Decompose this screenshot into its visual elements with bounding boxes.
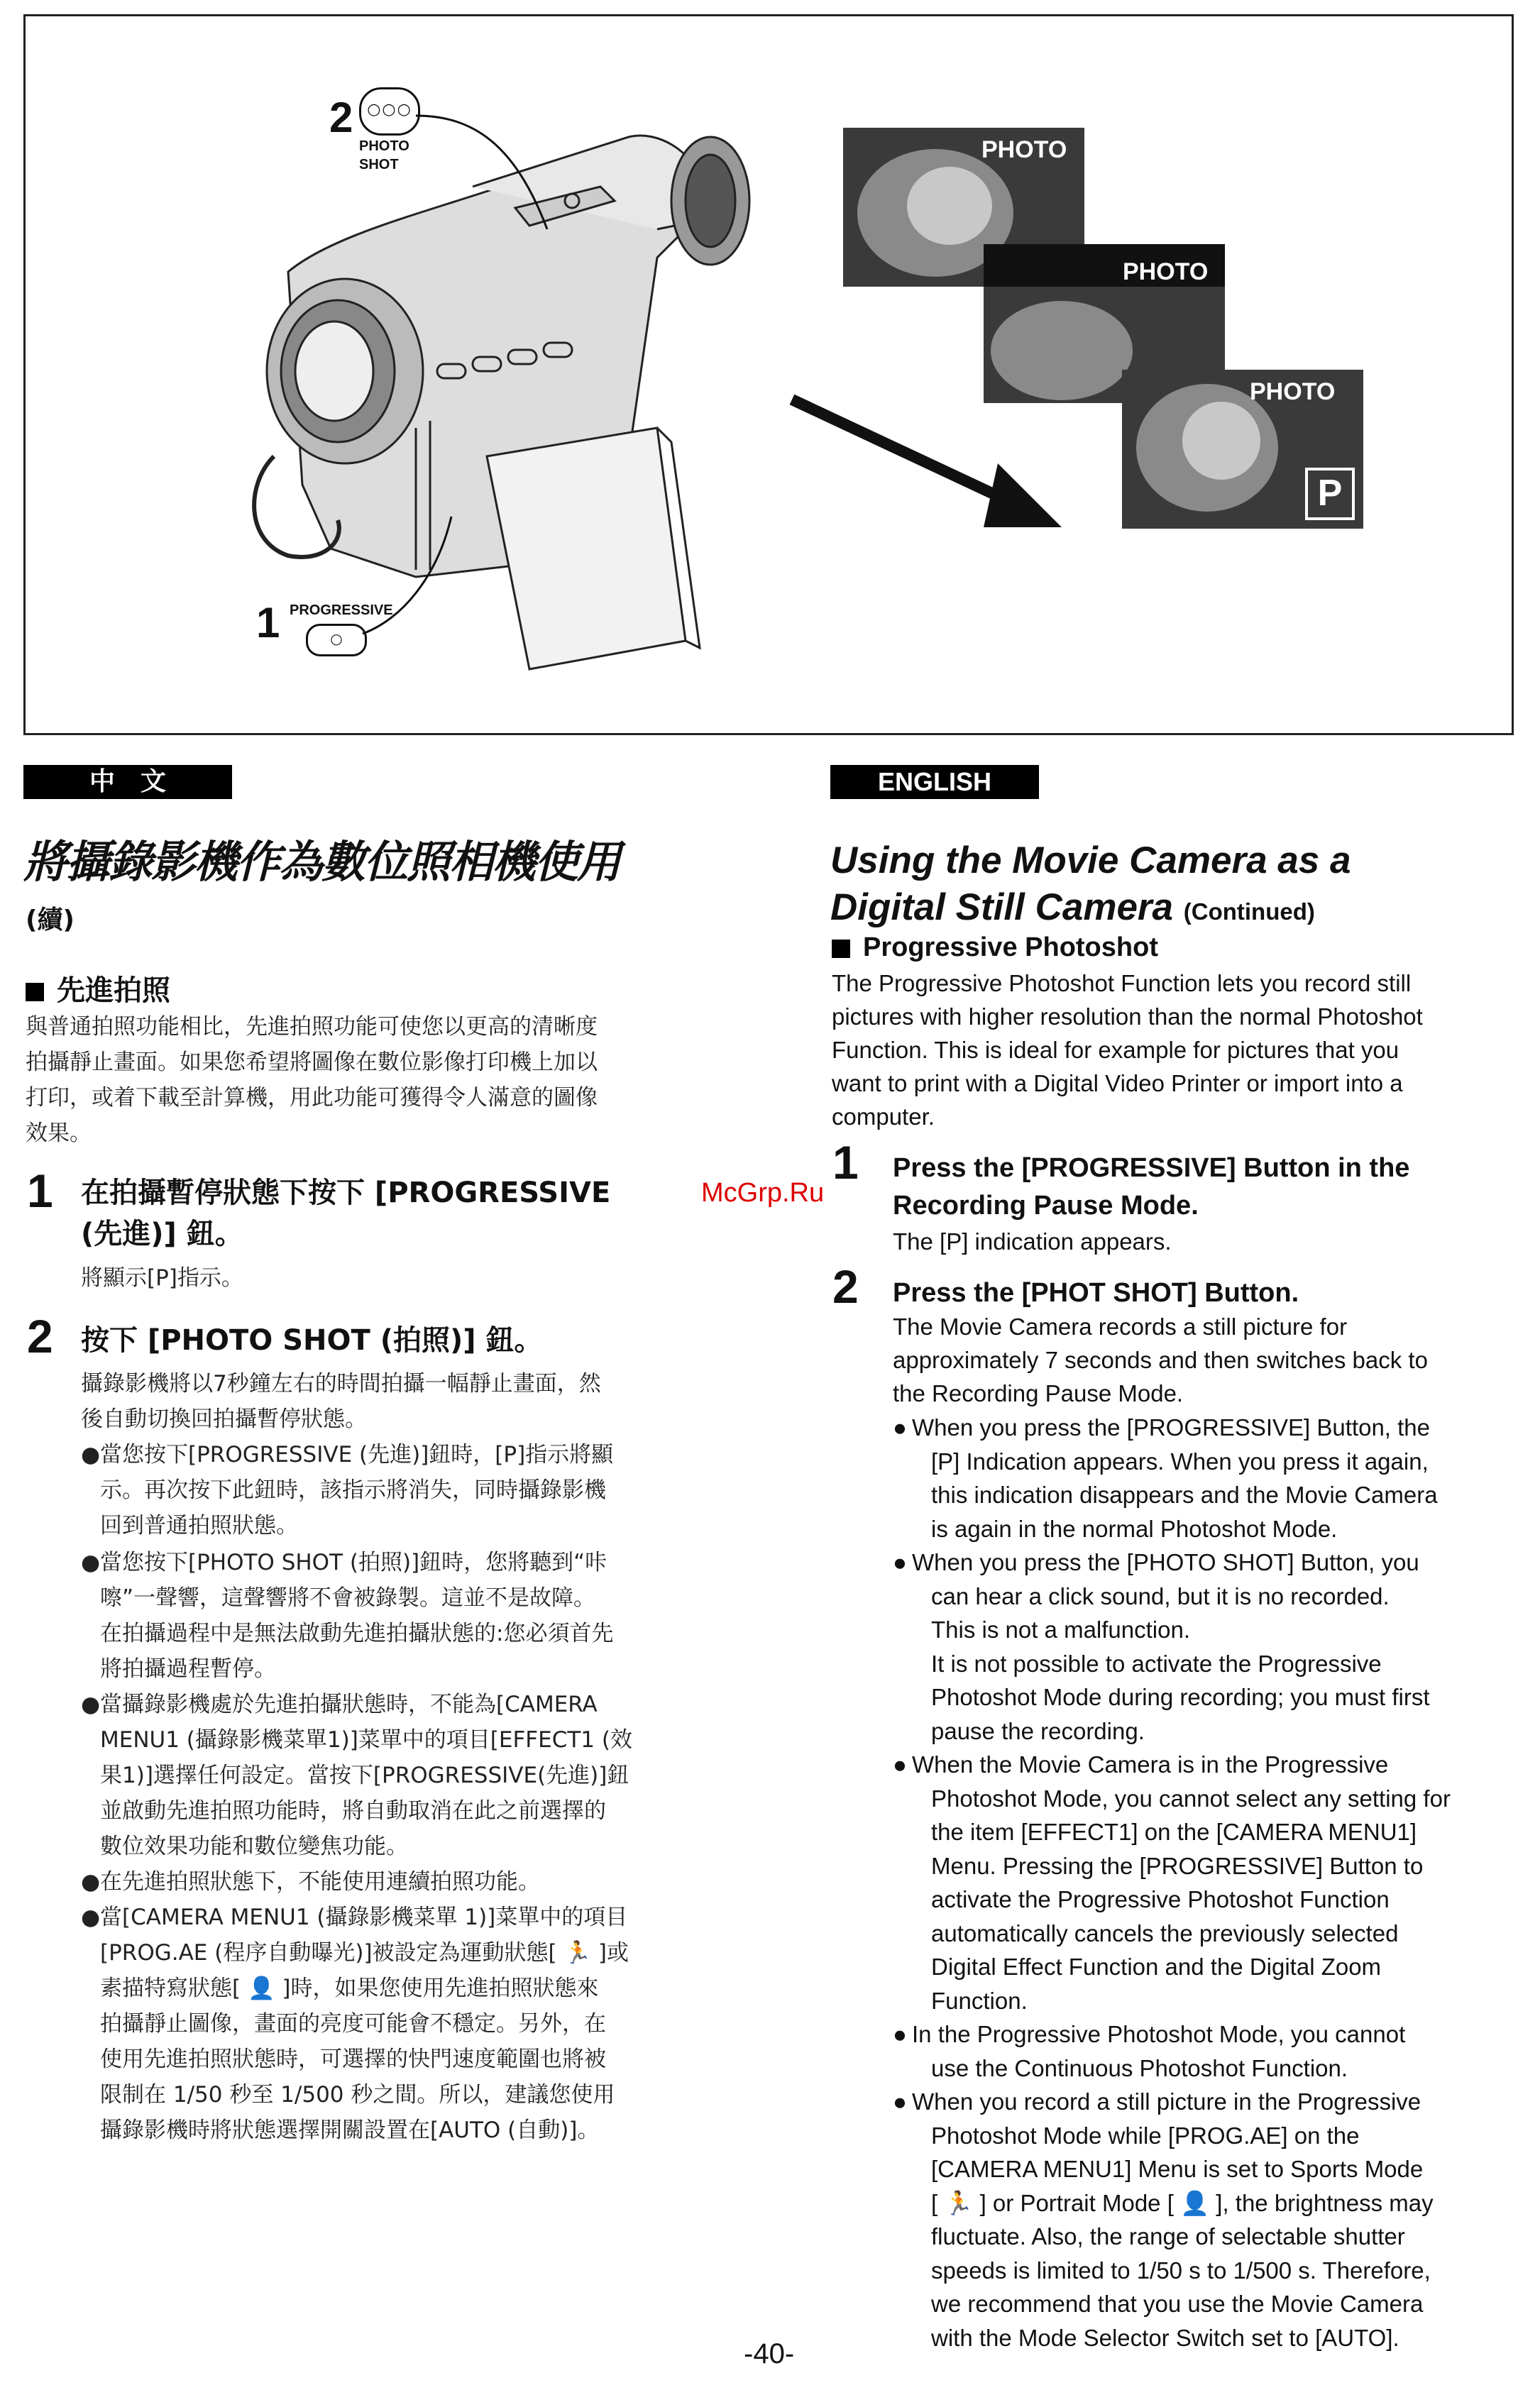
chinese-step-2-number: 2 [27, 1310, 53, 1362]
watermark: McGrp.Ru [701, 1178, 825, 1208]
arrow-icon [785, 385, 1069, 541]
chinese-section-heading: 先進拍照 [26, 968, 170, 1008]
chinese-page-title: 將攝錄影機作為數位照相機使用 [23, 836, 620, 888]
chinese-step-1-number: 1 [27, 1164, 53, 1217]
chinese-step-1-note: 將顯示[P]指示。 [81, 1265, 243, 1291]
photo-shot-button-icon: ○○○ [359, 87, 420, 136]
list-item: ●在先進拍照狀態下，不能使用連續拍照功能。 [81, 1869, 540, 1895]
photo-label: PHOTO [1123, 258, 1209, 285]
list-item: ● When you record a still picture in the Progressive Photoshot Mode while [PROG.AE] on the [CAMERA MENU1] Menu is set to Sports Mode [ 🏃 ] or Portrait Mode [ 👤 ], the brightness may fluctuate. Also, the range of selectable shutter speeds is limited to 1/50 s to 1/500 s. Therefore, we recommend that you use the Movie Camera with the Mode Selector Switch set to [AUTO]. [893, 2088, 1434, 2351]
square-bullet-icon [832, 940, 850, 958]
page-number: -40- [744, 2338, 795, 2369]
english-bullet-list [893, 1411, 1517, 2355]
photo-preview-3 [1122, 370, 1363, 529]
callout-line-2 [416, 101, 558, 236]
progressive-label: PROGRESSIVE [290, 602, 393, 618]
english-section-tag: ENGLISH [830, 765, 1039, 799]
english-step-1-note: The [P] indication appears. [893, 1228, 1172, 1255]
callout-number-2: 2 [329, 94, 353, 141]
list-item: ●當您按下[PROGRESSIVE (先進)]鈕時，[P]指示將顯 示。再次按下此鈕時，該指示將消失，同時攝錄影機 回到普通拍照狀態。 [81, 1442, 614, 1538]
chinese-bullet-list [81, 1437, 727, 2148]
english-page-title: Using the Movie Camera as a Digital Still Camera (Continued) [830, 839, 1351, 928]
list-item: ● When you press the [PHOTO SHOT] Button, you can hear a click sound, but it is no recorded. This is not a malfunction. It is not possible to activate the Progressive Photoshot Mode during recording; you must first pause the recording. [893, 1549, 1430, 1744]
english-step-2-title: Press the [PHOT SHOT] Button. [893, 1278, 1299, 1308]
english-section-heading: Progressive Photoshot [832, 932, 1158, 963]
english-step-2-number: 2 [832, 1260, 859, 1313]
english-step-2-body: The Movie Camera records a still picture for approximately 7 seconds and then switches back to the Recording Pause Mode. [893, 1314, 1428, 1406]
english-step-1-number: 1 [832, 1136, 859, 1189]
chinese-section-tag: 中 文 [23, 765, 232, 799]
photo-shot-label: PHOTO SHOT [359, 138, 409, 172]
english-intro: The Progressive Photoshot Function lets you record still pictures with higher resolution than the normal Photoshot Function. This is ideal for example for pictures that you want to print with a Digital Video Printer or import into a computer. [832, 970, 1423, 1130]
progressive-button-icon: ○ [306, 624, 367, 656]
list-item: ●當攝錄影機處於先進拍攝狀態時，不能為[CAMERA MENU1 (攝錄影機菜單1)]菜單中的項目[EFFECT1 (效 果1)]選擇任何設定。當按下[PROGRESSIVE(先進)]鈕 並啟動先進拍照功能時，將自動取消在此之前選擇的 數位效果功能和數位變焦功能。 [81, 1692, 632, 1859]
square-bullet-icon [26, 983, 44, 1001]
chinese-intro: 與普通拍照功能相比，先進拍照功能可使您以更高的清晰度 拍攝靜止畫面。如果您希望將圖像在數位影像打印機上加以 打印，或着下載至計算機，用此功能可獲得令人滿意的圖像 效果。 [26, 1014, 598, 1146]
callout-number-1: 1 [256, 599, 280, 646]
english-step-1: Press the [PROGRESSIVE] Button in the Recording Pause Mode. [893, 1153, 1410, 1221]
photo-label: PHOTO [981, 136, 1067, 163]
list-item: ● In the Progressive Photoshot Mode, you cannot use the Continuous Photoshot Function. [893, 2021, 1406, 2081]
p-indicator: P [1305, 468, 1355, 520]
list-item: ● When the Movie Camera is in the Progressive Photoshot Mode, you cannot select any setting for the item [EFFECT1] on the [CAMERA MENU1] Menu. Pressing the [PROGRESSIVE] Button to activate the Progressive Photoshot Function automatically cancels the previously selected Digital Effect Function and the Digital Zoom Function. [893, 1751, 1451, 2014]
illustration-frame [23, 14, 1514, 735]
chinese-step-2-body: 攝錄影機將以7秒鐘左右的時間拍攝一幅靜止畫面，然 後自動切換回拍攝暫停狀態。 [81, 1371, 601, 1432]
list-item: ● When you press the [PROGRESSIVE] Button, the [P] Indication appears. When you press it again, this indication disappears and the Movie Camera is again in the normal Photoshot Mode. [893, 1414, 1438, 1542]
list-item: ●當[CAMERA MENU1 (攝錄影機菜單 1)]菜單中的項目 [PROG.AE (程序自動曝光)]被設定為運動狀態[ 🏃 ]或 素描特寫狀態[ 👤 ]時，如果您使用先進拍照狀態來 拍攝靜止圖像，畫面的亮度可能會不穩定。另外，在 使用先進拍照狀態時，可選擇的快門速度範圍也將被 限制在 1/50 秒至 1/500 秒之間。所以，建議您使用 攝錄影機時將狀態選擇開關設置在[AUTO (自動)]。 [81, 1905, 629, 2143]
chinese-continued: (續) [26, 905, 75, 935]
callout-line-1 [359, 513, 458, 641]
chinese-step-2-title: 按下 [PHOTO SHOT (拍照)] 鈕。 [81, 1324, 543, 1357]
photo-label: PHOTO [1250, 378, 1336, 405]
list-item: ●當您按下[PHOTO SHOT (拍照)]鈕時，您將聽到“咔 嚓”一聲響，這聲響將不會被錄製。這並不是故障。 在拍攝過程中是無法啟動先進拍攝狀態的:您必須首先 將拍攝過程暫停。 [81, 1550, 614, 1682]
chinese-step-1: 在拍攝暫停狀態下按下 [PROGRESSIVE (先進)] 鈕。 [81, 1177, 611, 1250]
